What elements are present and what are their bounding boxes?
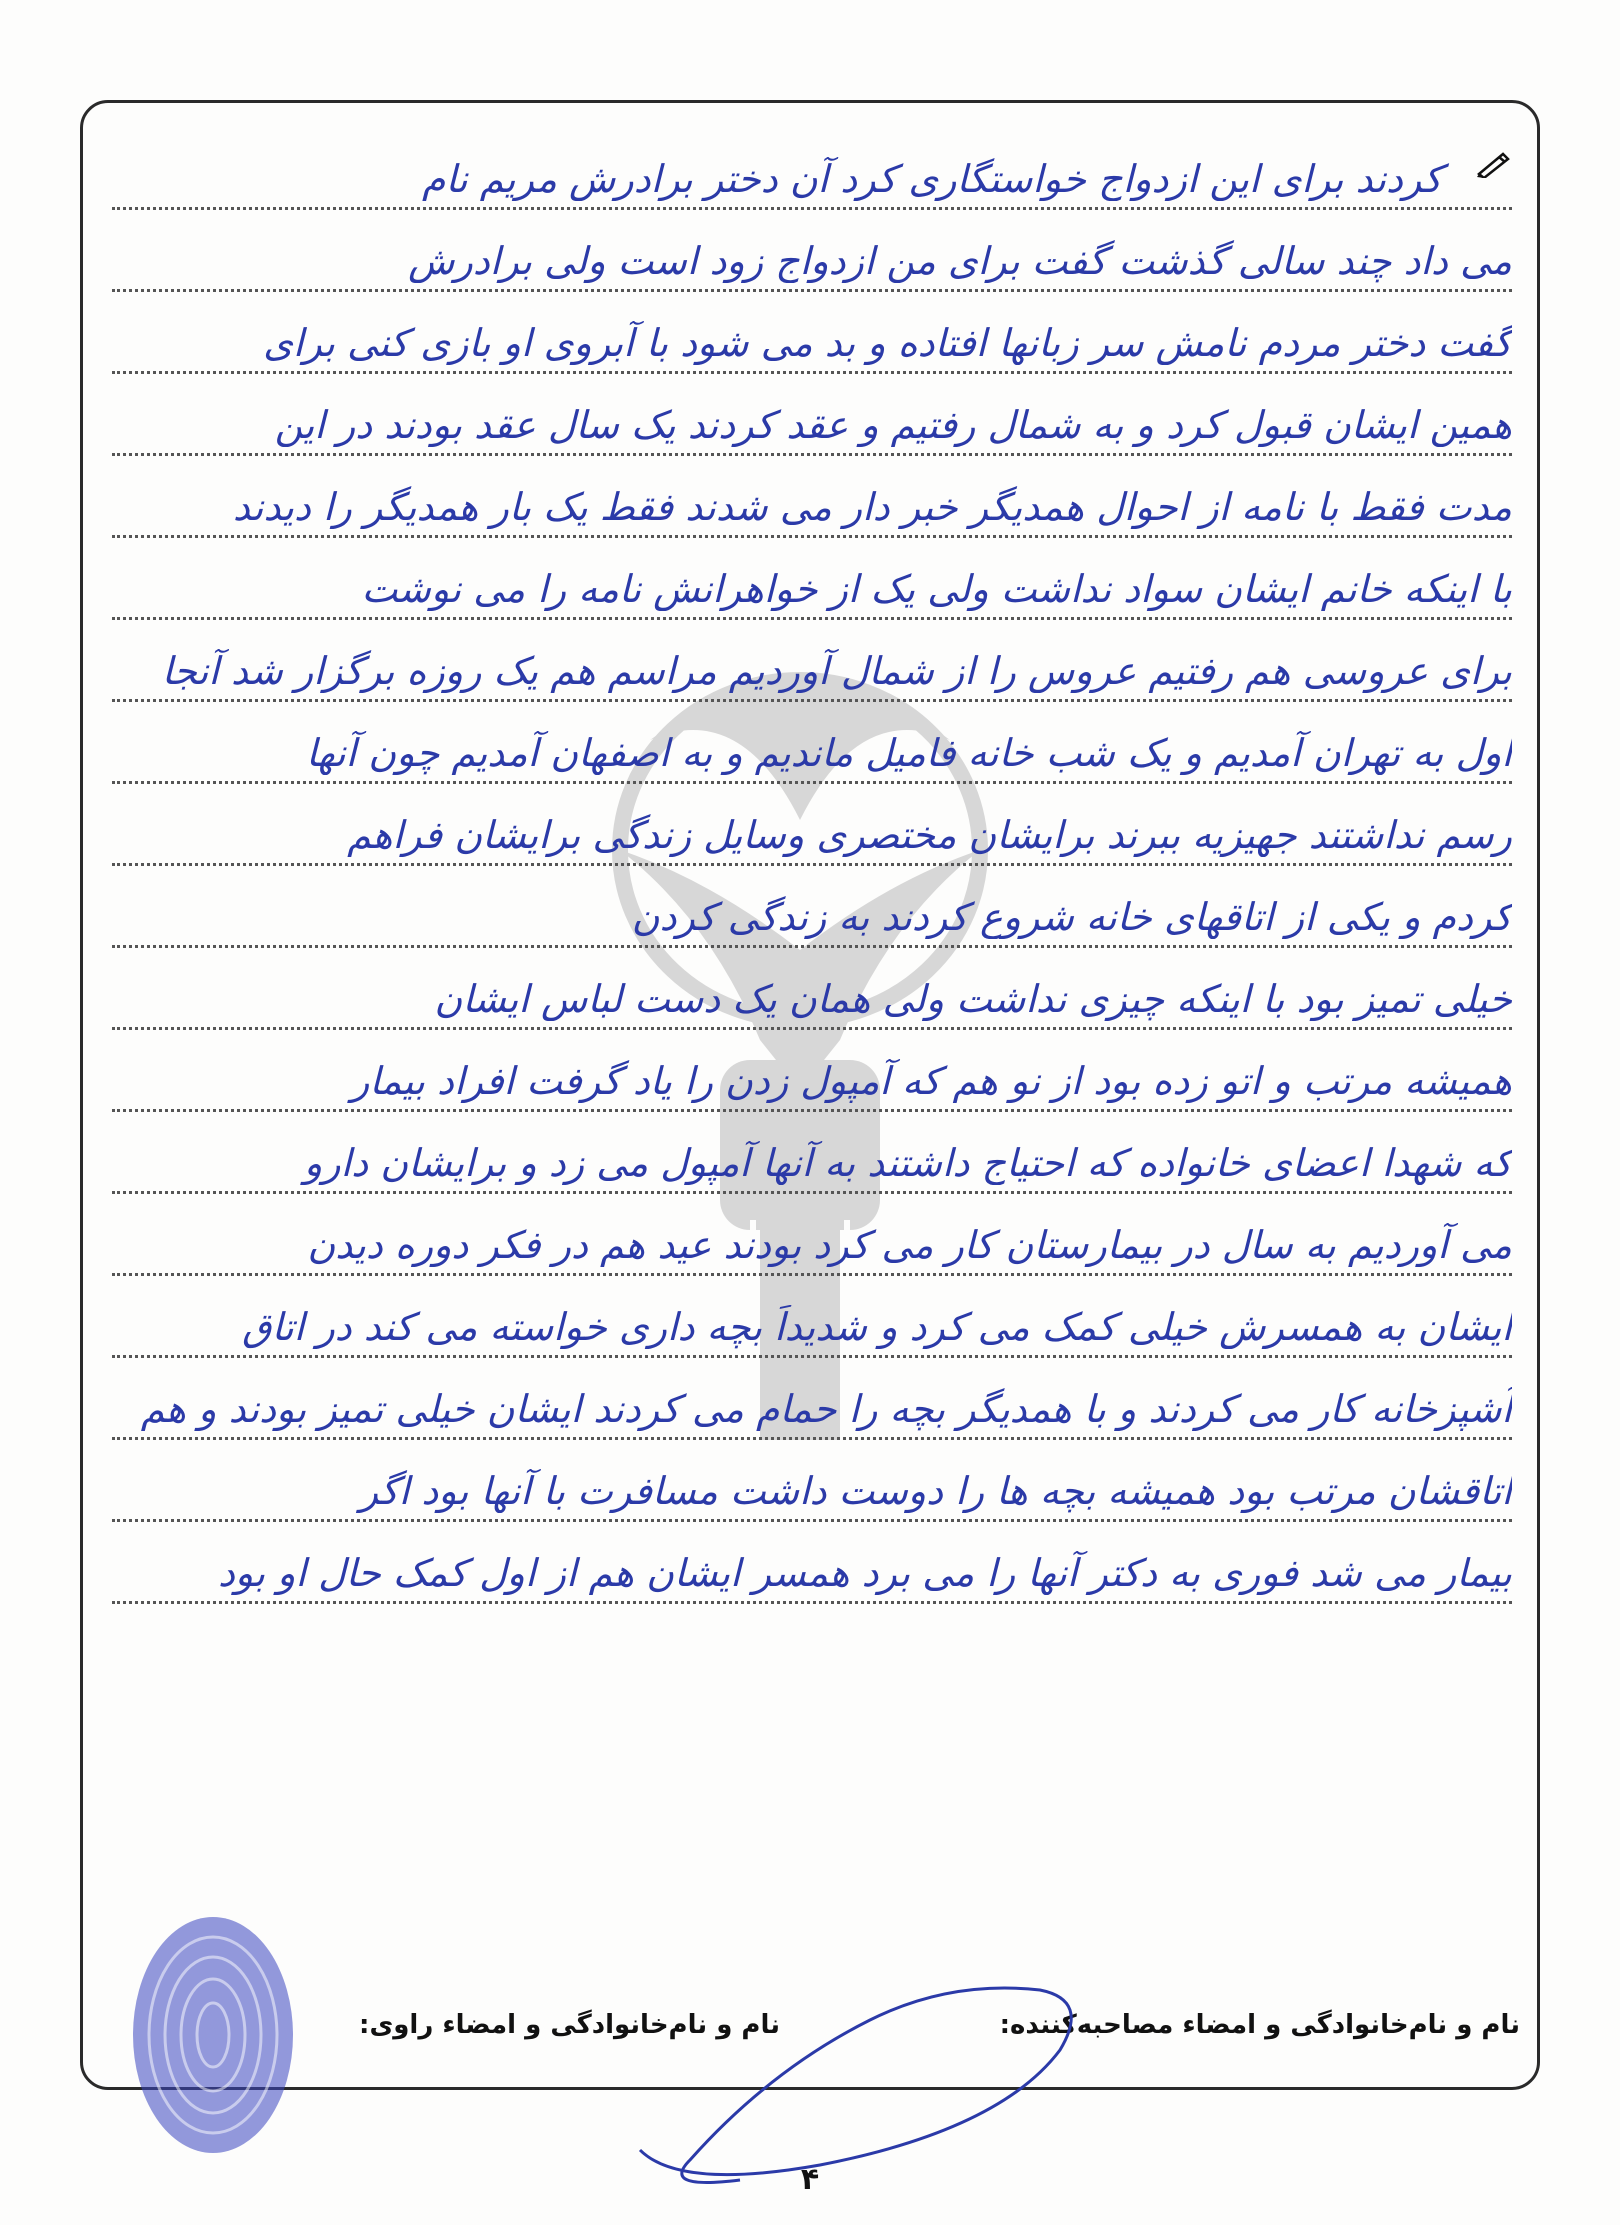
handwritten-line: بیمار می شد فوری به دکتر آنها را می برد همسر ایشان هم از اول کمک حال او بود (217, 1551, 1512, 1595)
line-row (112, 376, 1512, 456)
handwritten-line: می آوردیم به سال در بیمارستان کار می کرد بودند عید هم در فکر دوره دیدن (307, 1223, 1512, 1267)
handwritten-line: برای عروسی هم رفتیم عروس را از شمال آوردیم مراسم هم یک روزه برگزار شد آنجا (161, 649, 1512, 693)
line-row (112, 786, 1512, 866)
line-row (112, 950, 1512, 1030)
line-row (112, 1524, 1512, 1604)
fingerprint-stamp (118, 1905, 308, 2165)
line-row (112, 1032, 1512, 1112)
handwritten-line: همین ایشان قبول کرد و به شمال رفتیم و عقد کردند یک سال عقد بودند در این (274, 403, 1512, 447)
handwritten-line: اتاقشان مرتب بود همیشه بچه ها را دوست داشت مسافرت با آنها بود اگر (359, 1469, 1512, 1513)
handwritten-line: با اینکه خانم ایشان سواد نداشت ولی یک از خواهرانش نامه را می نوشت (361, 567, 1512, 611)
handwritten-line: کردم و یکی از اتاقهای خانه شروع کردند به زندگی کردن (631, 895, 1512, 939)
line-row (112, 1278, 1512, 1358)
line-row (112, 1196, 1512, 1276)
handwritten-line: می داد چند سالی گذشت گفت برای من ازدواج زود است ولی برادرش (408, 239, 1512, 283)
handwritten-body (112, 130, 1512, 1980)
handwritten-line: گفت دختر مردم نامش سر زبانها افتاده و بد می شود با آبروی او بازی کنی برای (263, 321, 1512, 365)
handwritten-line: آشپزخانه کار می کردند و با همدیگر بچه را حمام می کردند ایشان خیلی تمیز بودند و هم (140, 1387, 1512, 1431)
line-row (112, 704, 1512, 784)
handwritten-line: مدت فقط با نامه از احوال همدیگر خبر دار می شدند فقط یک بار همدیگر را دیدند (232, 485, 1512, 529)
line-row (112, 294, 1512, 374)
handwritten-line: که شهدا اعضای خانواده که احتیاج داشتند به آنها آمپول می زد و برایشان دارو (303, 1141, 1512, 1185)
line-row (112, 1360, 1512, 1440)
narrator-signature-label: نام و نام‌خانوادگی و امضاء راوی: (359, 2010, 780, 2040)
line-row (112, 130, 1512, 210)
line-row (112, 868, 1512, 948)
handwritten-line: اول به تهران آمدیم و یک شب خانه فامیل ماندیم و به اصفهان آمدیم چون آنها (306, 731, 1512, 775)
handwritten-line: همیشه مرتب و اتو زده بود از نو هم که آمپول زدن را یاد گرفت افراد بیمار (351, 1059, 1512, 1103)
line-row (112, 622, 1512, 702)
line-row (112, 1442, 1512, 1522)
handwritten-line: خیلی تمیز بود با اینکه چیزی نداشت ولی همان یک دست لباس ایشان (434, 977, 1512, 1021)
line-row (112, 1114, 1512, 1194)
page-number: ۴ (800, 2162, 820, 2197)
handwritten-line: کردند برای این ازدواج خواستگاری کرد آن دختر برادرش مریم نام (421, 157, 1442, 201)
handwritten-line: رسم نداشتند جهیزیه ببرند برایشان مختصری وسایل زندگی برایشان فراهم (347, 813, 1512, 857)
line-row (112, 458, 1512, 538)
handwritten-line: ایشان به همسرش خیلی کمک می کرد و شدیداً بچه داری خواسته می کند در اتاق (242, 1305, 1512, 1349)
interviewer-signature-label: نام و نام‌خانوادگی و امضاء مصاحبه‌کننده: (999, 2010, 1520, 2040)
signature-mark (620, 1960, 1100, 2190)
line-row (112, 540, 1512, 620)
line-row (112, 212, 1512, 292)
